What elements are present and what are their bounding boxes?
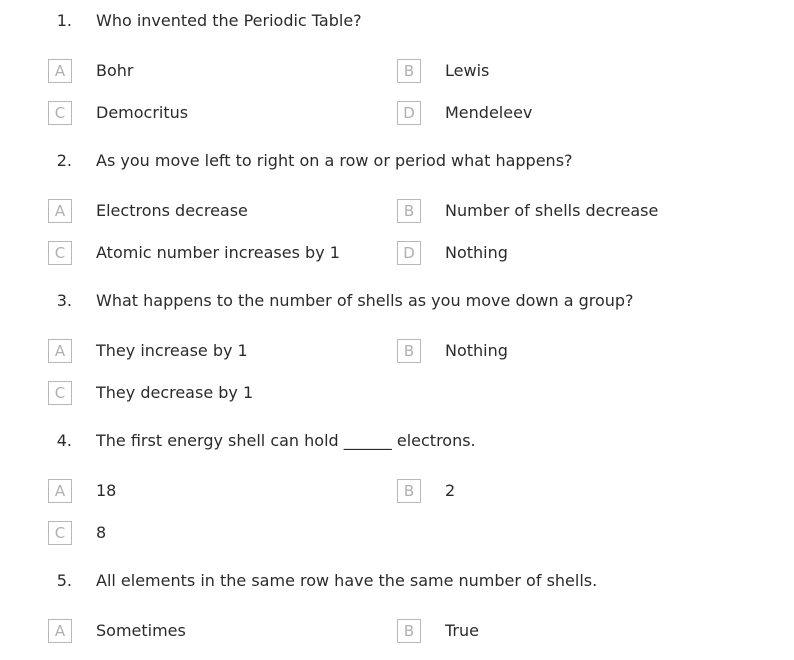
option-text: 8 xyxy=(96,523,107,542)
option-text: They decrease by 1 xyxy=(96,383,254,402)
option-text: Nothing xyxy=(445,243,508,262)
question-number: 3. xyxy=(56,291,72,310)
option-letter-box[interactable]: C xyxy=(48,241,72,265)
option-letter-box[interactable]: A xyxy=(48,199,72,223)
option-letter-box[interactable]: B xyxy=(397,339,421,363)
question-text: The first energy shell can hold ______ electrons. xyxy=(96,431,476,450)
question-3 xyxy=(0,280,794,420)
question-4 xyxy=(0,420,794,560)
question-text: All elements in the same row have the same number of shells. xyxy=(96,571,598,590)
option-letter-box[interactable]: D xyxy=(397,241,421,265)
option-letter-box[interactable]: B xyxy=(397,619,421,643)
option-text: Mendeleev xyxy=(445,103,533,122)
option-text: 2 xyxy=(445,481,456,500)
option-letter-box[interactable]: C xyxy=(48,101,72,125)
question-number: 5. xyxy=(56,571,72,590)
option-text: Electrons decrease xyxy=(96,201,248,220)
option-letter-box[interactable]: A xyxy=(48,339,72,363)
option-text: Democritus xyxy=(96,103,189,122)
option-text: Number of shells decrease xyxy=(445,201,659,220)
option-letter-box[interactable]: A xyxy=(48,619,72,643)
option-letter-box[interactable]: C xyxy=(48,381,72,405)
option-text: Lewis xyxy=(445,61,490,80)
option-letter-box[interactable]: C xyxy=(48,521,72,545)
question-2 xyxy=(0,140,794,280)
option-letter-box[interactable]: B xyxy=(397,59,421,83)
question-number: 4. xyxy=(56,431,72,450)
option-letter-box[interactable]: B xyxy=(397,199,421,223)
question-number: 1. xyxy=(56,11,72,30)
option-text: Nothing xyxy=(445,341,508,360)
question-number: 2. xyxy=(56,151,72,170)
question-5 xyxy=(0,560,794,660)
question-1 xyxy=(0,0,794,140)
option-text: Bohr xyxy=(96,61,134,80)
option-text: They increase by 1 xyxy=(96,341,248,360)
option-letter-box[interactable]: A xyxy=(48,59,72,83)
option-text: Sometimes xyxy=(96,621,186,640)
question-text: As you move left to right on a row or period what happens? xyxy=(96,151,573,170)
option-letter-box[interactable]: B xyxy=(397,479,421,503)
question-text: Who invented the Periodic Table? xyxy=(96,11,362,30)
option-letter-box[interactable]: A xyxy=(48,479,72,503)
question-text: What happens to the number of shells as you move down a group? xyxy=(96,291,634,310)
option-text: True xyxy=(445,621,479,640)
option-letter-box[interactable]: D xyxy=(397,101,421,125)
option-text: 18 xyxy=(96,481,117,500)
option-text: Atomic number increases by 1 xyxy=(96,243,340,262)
